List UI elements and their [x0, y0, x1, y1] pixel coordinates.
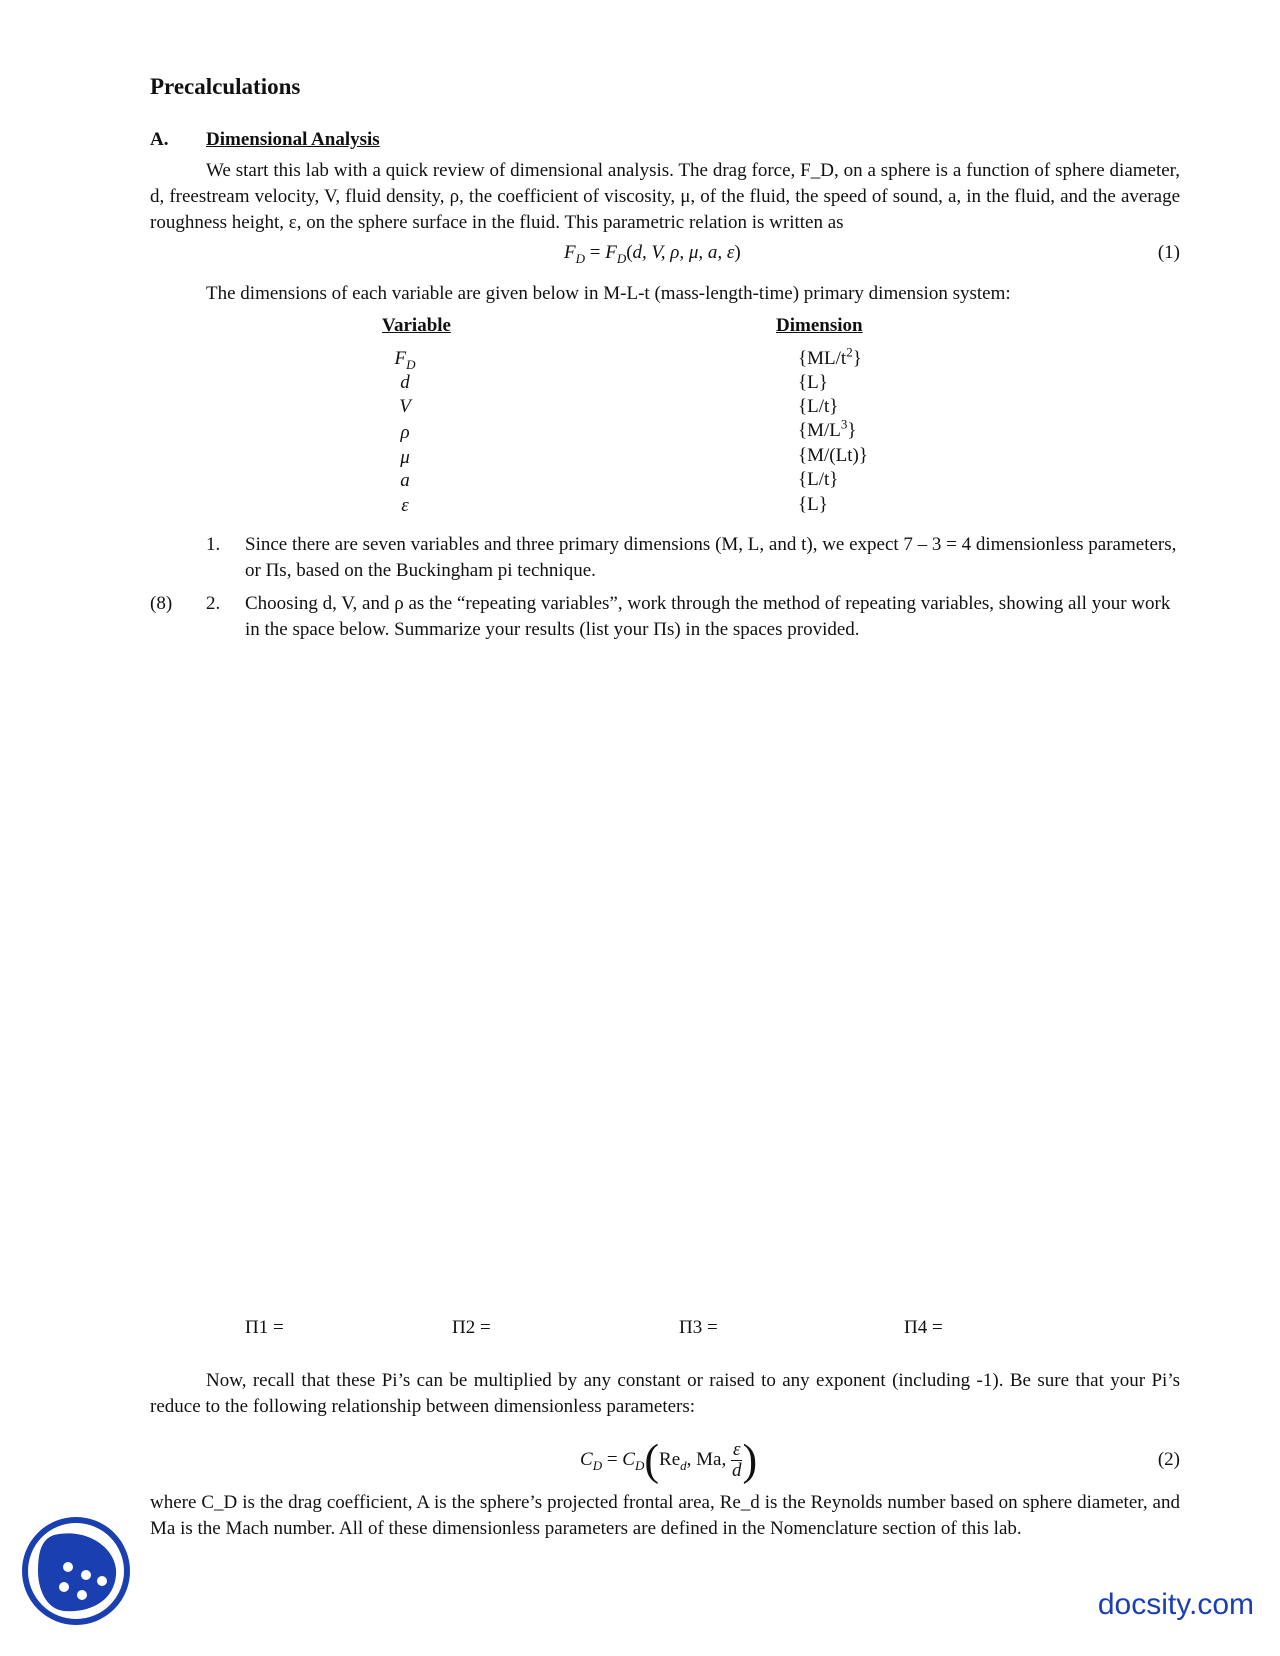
table-row: μ — [400, 447, 410, 468]
epsilon-over-d-fraction: $\frac{\varepsilon}{d}$ — [731, 1439, 742, 1482]
docsity-logo — [20, 1515, 132, 1627]
dimension-cell: $\{M/L^3\}$ — [798, 416, 857, 441]
intro-paragraph: We start this lab with a quick review of dimensional analysis. The drag force, F_D, on a sphere is a function of sphere diameter, d, freestream velocity, V, fluid density, ρ, the coefficient of viscosity, μ, of the fluid, the speed of sound, a, in the fluid, and the average roughness height, ε, on the sphere surface in the fluid. This parametric relation is written as — [150, 160, 1180, 233]
table-row: V — [399, 396, 411, 417]
dimension-cell: {M/(Lt)} — [798, 445, 868, 466]
equation-1-number: (1) — [1157, 242, 1180, 263]
item-2-text: Choosing d, V, and ρ as the “repeating variables”, work through the method of repeating variables, showing all your work in the space below. Summarize your results (list your Πs) in the spaces provided. — [245, 593, 1171, 640]
eq1-rhs-func: F — [605, 242, 617, 263]
section-letter: A. — [150, 129, 169, 150]
table-header-variable: Variable — [382, 315, 451, 336]
pi-2-label: Π2 = — [452, 1317, 491, 1338]
table-row: a — [400, 470, 410, 491]
pi-3-label: Π3 = — [679, 1317, 718, 1338]
recall-paragraph: Now, recall that these Pi’s can be multiplied by any constant or raised to any exponent (including -1). Be sure that your Pi’s reduce to the following relationship between dimensionless parameters: — [150, 1370, 1180, 1417]
pi-1-label: Π1 = — [245, 1317, 284, 1338]
equation-2-number: (2) — [1157, 1449, 1180, 1470]
page-title: Precalculations — [150, 74, 301, 99]
dimension-cell: {L/t} — [798, 469, 839, 490]
dimension-cell: {L} — [798, 494, 828, 515]
item-2-number: 2. — [206, 593, 221, 614]
equation-2: $C_D = C_D(Re_d$, Ma, $\frac{\varepsilon}{d}$ ) — [580, 1435, 758, 1485]
eq1-args: d, V, ρ, μ, a, ε — [632, 242, 735, 263]
equation-1: $F_D = F_D(d$, V, ρ, μ, a, ε) — [564, 242, 741, 266]
item-2-points: (8) — [150, 593, 173, 614]
closing-paragraph: where C_D is the drag coefficient, A is the sphere’s projected frontal area, Re_d is the Reynolds number based on sphere diameter, and Ma is the Mach number. All of these dimensionless parameters are defined in the Nomenclature section of this lab. — [150, 1492, 1180, 1539]
table-row: d — [400, 372, 410, 393]
dimension-cell: $\{ML/t^2\}$ — [798, 344, 862, 369]
table-row: ρ — [400, 422, 410, 443]
dimensions-intro: The dimensions of each variable are given below in M-L-t (mass-length-time) primary dimension system: — [206, 283, 1011, 304]
table-row: ε — [401, 495, 409, 516]
eq1-rhs-sub: D — [616, 250, 627, 266]
table-header-dimension: Dimension — [776, 315, 863, 336]
dimension-cell: {L} — [798, 372, 828, 393]
eq1-lhs-sub: D — [575, 250, 585, 266]
item-1-number: 1. — [206, 534, 221, 555]
docsity-watermark[interactable]: docsity.com — [1097, 1588, 1254, 1621]
pi-4-label: Π4 = — [904, 1317, 943, 1338]
dimension-cell: {L/t} — [798, 396, 839, 417]
table-row: $F_D$ — [394, 348, 416, 372]
section-title: Dimensional Analysis — [206, 129, 380, 150]
eq1-lhs: F — [564, 242, 576, 263]
item-1-text: Since there are seven variables and three primary dimensions (M, L, and t), we expect 7 – 3 = 4 dimensionless parameters, or Πs, based on the Buckingham pi technique. — [245, 534, 1177, 581]
